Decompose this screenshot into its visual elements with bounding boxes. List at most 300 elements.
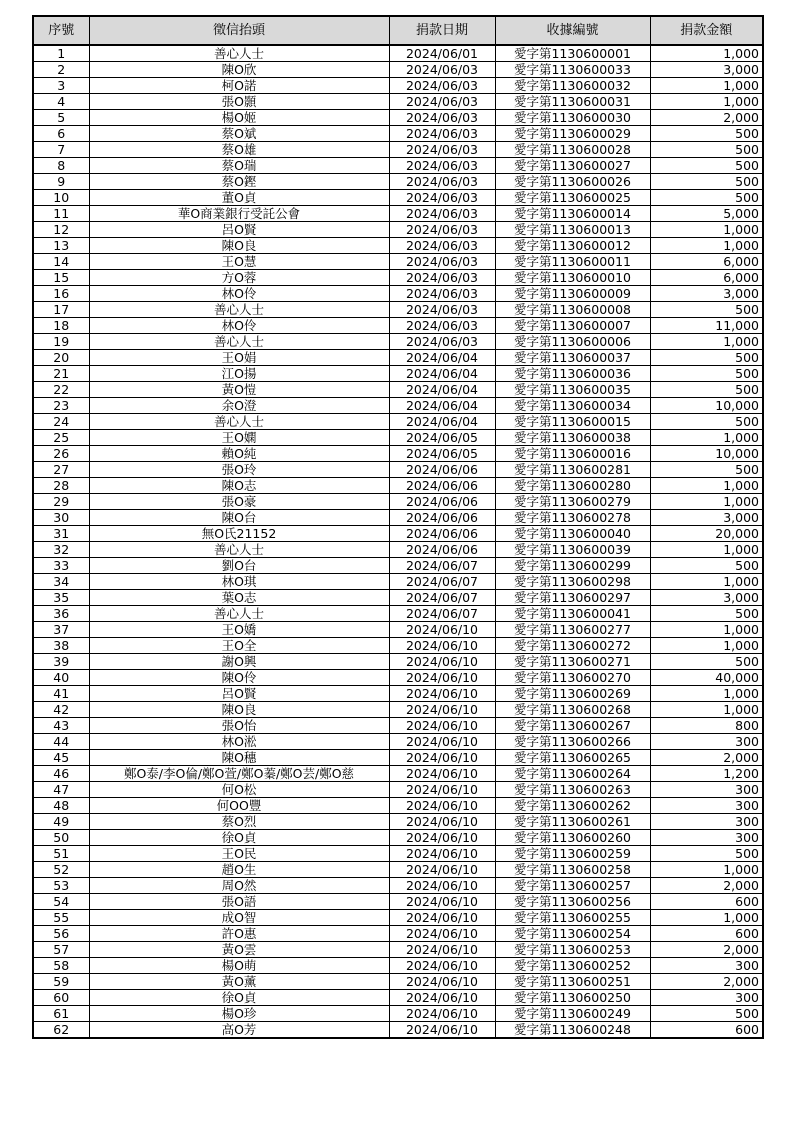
donor-title-cell: 林O伶 (89, 318, 389, 334)
amount-cell: 500 (650, 190, 763, 206)
table-row (33, 958, 763, 974)
receipt-number-cell: 愛字第1130600008 (495, 302, 650, 318)
donor-title-cell: 鄭O泰/李O倫/鄭O萱/鄭O蓁/鄭O芸/鄭O慈 (89, 766, 389, 782)
receipt-number-cell: 愛字第1130600025 (495, 190, 650, 206)
amount-cell: 300 (650, 782, 763, 798)
table-row (33, 222, 763, 238)
donation-date-cell: 2024/06/10 (389, 974, 495, 990)
amount-cell: 1,000 (650, 494, 763, 510)
amount-cell: 1,000 (650, 94, 763, 110)
amount-cell: 500 (650, 846, 763, 862)
receipt-number-cell: 愛字第1130600280 (495, 478, 650, 494)
donor-title-cell: 蔡O雄 (89, 142, 389, 158)
serial-cell: 6 (33, 126, 89, 142)
amount-cell: 300 (650, 830, 763, 846)
serial-cell: 39 (33, 654, 89, 670)
table-row (33, 334, 763, 350)
donor-title-cell: 張O顥 (89, 94, 389, 110)
table-row (33, 366, 763, 382)
amount-cell: 2,000 (650, 974, 763, 990)
table-row (33, 974, 763, 990)
donation-date-cell: 2024/06/01 (389, 45, 495, 62)
donor-title-cell: 陳O欣 (89, 62, 389, 78)
table-row (33, 878, 763, 894)
table-row (33, 558, 763, 574)
table-row (33, 702, 763, 718)
donor-title-cell: 周O然 (89, 878, 389, 894)
table-row (33, 350, 763, 366)
table-row (33, 382, 763, 398)
amount-cell: 1,000 (650, 478, 763, 494)
donation-date-cell: 2024/06/03 (389, 78, 495, 94)
amount-cell: 500 (650, 1006, 763, 1022)
serial-cell: 5 (33, 110, 89, 126)
donation-date-cell: 2024/06/06 (389, 494, 495, 510)
receipt-number-cell: 愛字第1130600013 (495, 222, 650, 238)
donor-title-cell: 方O蓉 (89, 270, 389, 286)
receipt-number-cell: 愛字第1130600028 (495, 142, 650, 158)
table-row (33, 590, 763, 606)
serial-cell: 2 (33, 62, 89, 78)
serial-cell: 12 (33, 222, 89, 238)
donor-title-cell: 呂O賢 (89, 686, 389, 702)
amount-cell: 11,000 (650, 318, 763, 334)
serial-cell: 61 (33, 1006, 89, 1022)
table-row (33, 846, 763, 862)
serial-cell: 7 (33, 142, 89, 158)
amount-cell: 1,000 (650, 222, 763, 238)
receipt-number-cell: 愛字第1130600032 (495, 78, 650, 94)
table-row (33, 574, 763, 590)
donor-title-cell: 柯O諾 (89, 78, 389, 94)
serial-cell: 26 (33, 446, 89, 462)
receipt-number-cell: 愛字第1130600259 (495, 846, 650, 862)
amount-cell: 500 (650, 302, 763, 318)
donation-date-cell: 2024/06/03 (389, 62, 495, 78)
serial-cell: 36 (33, 606, 89, 622)
serial-cell: 4 (33, 94, 89, 110)
table-row (33, 510, 763, 526)
amount-cell: 2,000 (650, 750, 763, 766)
amount-cell: 500 (650, 142, 763, 158)
donor-title-cell: 善心人士 (89, 606, 389, 622)
amount-cell: 2,000 (650, 878, 763, 894)
amount-cell: 10,000 (650, 446, 763, 462)
donation-date-cell: 2024/06/03 (389, 286, 495, 302)
receipt-number-cell: 愛字第1130600264 (495, 766, 650, 782)
donation-date-cell: 2024/06/07 (389, 590, 495, 606)
amount-cell: 300 (650, 990, 763, 1006)
donation-date-cell: 2024/06/10 (389, 958, 495, 974)
serial-cell: 23 (33, 398, 89, 414)
serial-cell: 57 (33, 942, 89, 958)
donor-title-cell: 陳O伶 (89, 670, 389, 686)
table-row (33, 814, 763, 830)
amount-cell: 500 (650, 414, 763, 430)
donation-date-cell: 2024/06/03 (389, 126, 495, 142)
table-row (33, 670, 763, 686)
receipt-number-cell: 愛字第1130600248 (495, 1022, 650, 1039)
amount-cell: 3,000 (650, 62, 763, 78)
table-row (33, 462, 763, 478)
receipt-number-cell: 愛字第1130600249 (495, 1006, 650, 1022)
serial-cell: 31 (33, 526, 89, 542)
receipt-number-cell: 愛字第1130600006 (495, 334, 650, 350)
amount-cell: 40,000 (650, 670, 763, 686)
amount-cell: 1,000 (650, 910, 763, 926)
amount-cell: 300 (650, 814, 763, 830)
amount-cell: 500 (650, 462, 763, 478)
table-row (33, 270, 763, 286)
table-row (33, 734, 763, 750)
receipt-number-cell: 愛字第1130600016 (495, 446, 650, 462)
donor-title-cell: 余O澄 (89, 398, 389, 414)
donation-date-cell: 2024/06/03 (389, 238, 495, 254)
table-row (33, 622, 763, 638)
donor-title-cell: 善心人士 (89, 334, 389, 350)
donor-title-cell: 無O氏21152 (89, 526, 389, 542)
donation-date-cell: 2024/06/10 (389, 638, 495, 654)
receipt-number-cell: 愛字第1130600270 (495, 670, 650, 686)
donor-title-cell: 楊O珍 (89, 1006, 389, 1022)
amount-cell: 500 (650, 126, 763, 142)
donor-title-cell: 黃O薰 (89, 974, 389, 990)
donor-title-cell: 黃O雲 (89, 942, 389, 958)
serial-cell: 43 (33, 718, 89, 734)
donation-date-cell: 2024/06/07 (389, 574, 495, 590)
donation-date-cell: 2024/06/05 (389, 430, 495, 446)
receipt-number-cell: 愛字第1130600269 (495, 686, 650, 702)
donor-title-cell: 賴O純 (89, 446, 389, 462)
serial-cell: 9 (33, 174, 89, 190)
amount-cell: 600 (650, 1022, 763, 1039)
serial-cell: 19 (33, 334, 89, 350)
donation-date-cell: 2024/06/06 (389, 510, 495, 526)
serial-cell: 38 (33, 638, 89, 654)
donor-title-cell: 江O揚 (89, 366, 389, 382)
table-body (33, 45, 763, 1038)
receipt-number-cell: 愛字第1130600001 (495, 45, 650, 62)
donation-date-cell: 2024/06/10 (389, 1022, 495, 1039)
donor-title-cell: 何O松 (89, 782, 389, 798)
serial-cell: 35 (33, 590, 89, 606)
donor-title-cell: 張O語 (89, 894, 389, 910)
amount-cell: 6,000 (650, 270, 763, 286)
serial-cell: 48 (33, 798, 89, 814)
table-row (33, 638, 763, 654)
donation-date-cell: 2024/06/04 (389, 350, 495, 366)
amount-cell: 500 (650, 174, 763, 190)
donation-date-cell: 2024/06/10 (389, 878, 495, 894)
receipt-number-cell: 愛字第1130600030 (495, 110, 650, 126)
receipt-number-cell: 愛字第1130600267 (495, 718, 650, 734)
donation-date-cell: 2024/06/03 (389, 222, 495, 238)
donor-title-cell: 成O智 (89, 910, 389, 926)
serial-cell: 20 (33, 350, 89, 366)
donor-title-cell: 王O全 (89, 638, 389, 654)
donor-title-cell: 陳O台 (89, 510, 389, 526)
amount-cell: 6,000 (650, 254, 763, 270)
serial-cell: 10 (33, 190, 89, 206)
serial-cell: 8 (33, 158, 89, 174)
donor-title-cell: 謝O興 (89, 654, 389, 670)
donor-title-cell: 呂O賢 (89, 222, 389, 238)
receipt-number-cell: 愛字第1130600011 (495, 254, 650, 270)
receipt-number-cell: 愛字第1130600251 (495, 974, 650, 990)
table-row (33, 414, 763, 430)
serial-cell: 40 (33, 670, 89, 686)
amount-cell: 600 (650, 894, 763, 910)
donation-date-cell: 2024/06/03 (389, 174, 495, 190)
donor-title-cell: 王O民 (89, 846, 389, 862)
donor-title-cell: 張O怡 (89, 718, 389, 734)
donor-title-cell: 林O淞 (89, 734, 389, 750)
amount-cell: 300 (650, 734, 763, 750)
amount-cell: 500 (650, 350, 763, 366)
donation-date-cell: 2024/06/03 (389, 206, 495, 222)
table-row (33, 174, 763, 190)
amount-cell: 2,000 (650, 110, 763, 126)
donor-title-cell: 張O豪 (89, 494, 389, 510)
serial-cell: 54 (33, 894, 89, 910)
receipt-number-cell: 愛字第1130600039 (495, 542, 650, 558)
amount-cell: 1,000 (650, 45, 763, 62)
receipt-number-cell: 愛字第1130600031 (495, 94, 650, 110)
donor-title-cell: 趙O生 (89, 862, 389, 878)
receipt-number-cell: 愛字第1130600026 (495, 174, 650, 190)
donor-title-cell: 蔡O斌 (89, 126, 389, 142)
table-row (33, 254, 763, 270)
serial-cell: 13 (33, 238, 89, 254)
serial-cell: 18 (33, 318, 89, 334)
amount-cell: 5,000 (650, 206, 763, 222)
serial-cell: 53 (33, 878, 89, 894)
donor-title-cell: 何OO豐 (89, 798, 389, 814)
receipt-number-cell: 愛字第1130600266 (495, 734, 650, 750)
amount-cell: 1,000 (650, 238, 763, 254)
table-row (33, 862, 763, 878)
donor-title-cell: 許O惠 (89, 926, 389, 942)
table-row (33, 526, 763, 542)
donation-date-cell: 2024/06/03 (389, 142, 495, 158)
serial-cell: 11 (33, 206, 89, 222)
amount-cell: 1,000 (650, 622, 763, 638)
amount-cell: 1,000 (650, 542, 763, 558)
serial-cell: 17 (33, 302, 89, 318)
donor-title-cell: 蔡O瑞 (89, 158, 389, 174)
amount-cell: 800 (650, 718, 763, 734)
serial-cell: 3 (33, 78, 89, 94)
donation-date-cell: 2024/06/06 (389, 542, 495, 558)
table-row (33, 830, 763, 846)
donor-title-cell: 徐O貞 (89, 990, 389, 1006)
serial-cell: 62 (33, 1022, 89, 1039)
header-receipt-number: 收據編號 (495, 16, 650, 45)
amount-cell: 500 (650, 654, 763, 670)
table-row (33, 766, 763, 782)
donation-date-cell: 2024/06/10 (389, 670, 495, 686)
donor-title-cell: 王O嬌 (89, 622, 389, 638)
donation-date-cell: 2024/06/10 (389, 702, 495, 718)
receipt-number-cell: 愛字第1130600012 (495, 238, 650, 254)
receipt-number-cell: 愛字第1130600278 (495, 510, 650, 526)
donation-date-cell: 2024/06/10 (389, 622, 495, 638)
receipt-number-cell: 愛字第1130600271 (495, 654, 650, 670)
table-row (33, 142, 763, 158)
serial-cell: 29 (33, 494, 89, 510)
receipt-number-cell: 愛字第1130600279 (495, 494, 650, 510)
table-row (33, 542, 763, 558)
amount-cell: 1,000 (650, 702, 763, 718)
donation-sheet (32, 15, 762, 1039)
receipt-number-cell: 愛字第1130600253 (495, 942, 650, 958)
donation-date-cell: 2024/06/10 (389, 830, 495, 846)
table-row (33, 238, 763, 254)
donor-title-cell: 董O貞 (89, 190, 389, 206)
table-row (33, 45, 763, 62)
serial-cell: 60 (33, 990, 89, 1006)
receipt-number-cell: 愛字第1130600277 (495, 622, 650, 638)
table-row (33, 302, 763, 318)
donor-title-cell: 華O商業銀行受託公會 (89, 206, 389, 222)
serial-cell: 42 (33, 702, 89, 718)
receipt-number-cell: 愛字第1130600261 (495, 814, 650, 830)
table-row (33, 110, 763, 126)
donation-date-cell: 2024/06/03 (389, 318, 495, 334)
donation-date-cell: 2024/06/03 (389, 158, 495, 174)
donor-title-cell: 劉O台 (89, 558, 389, 574)
receipt-number-cell: 愛字第1130600038 (495, 430, 650, 446)
receipt-number-cell: 愛字第1130600250 (495, 990, 650, 1006)
serial-cell: 15 (33, 270, 89, 286)
serial-cell: 51 (33, 846, 89, 862)
header-serial: 序號 (33, 16, 89, 45)
receipt-number-cell: 愛字第1130600027 (495, 158, 650, 174)
table-row (33, 62, 763, 78)
serial-cell: 24 (33, 414, 89, 430)
donation-date-cell: 2024/06/10 (389, 654, 495, 670)
serial-cell: 52 (33, 862, 89, 878)
table-row (33, 494, 763, 510)
serial-cell: 47 (33, 782, 89, 798)
receipt-number-cell: 愛字第1130600014 (495, 206, 650, 222)
donor-title-cell: 王O娟 (89, 350, 389, 366)
amount-cell: 10,000 (650, 398, 763, 414)
header-donation-date: 捐款日期 (389, 16, 495, 45)
receipt-number-cell: 愛字第1130600254 (495, 926, 650, 942)
donation-date-cell: 2024/06/04 (389, 382, 495, 398)
donor-title-cell: 善心人士 (89, 302, 389, 318)
receipt-number-cell: 愛字第1130600268 (495, 702, 650, 718)
receipt-number-cell: 愛字第1130600252 (495, 958, 650, 974)
amount-cell: 1,000 (650, 686, 763, 702)
donor-title-cell: 蔡O烈 (89, 814, 389, 830)
serial-cell: 30 (33, 510, 89, 526)
amount-cell: 1,000 (650, 574, 763, 590)
receipt-number-cell: 愛字第1130600257 (495, 878, 650, 894)
donation-date-cell: 2024/06/03 (389, 110, 495, 126)
receipt-number-cell: 愛字第1130600263 (495, 782, 650, 798)
donor-title-cell: 黃O愷 (89, 382, 389, 398)
table-row (33, 126, 763, 142)
amount-cell: 500 (650, 382, 763, 398)
donation-date-cell: 2024/06/10 (389, 926, 495, 942)
donation-date-cell: 2024/06/03 (389, 254, 495, 270)
donation-date-cell: 2024/06/10 (389, 766, 495, 782)
donation-date-cell: 2024/06/10 (389, 798, 495, 814)
serial-cell: 56 (33, 926, 89, 942)
donation-date-cell: 2024/06/10 (389, 942, 495, 958)
serial-cell: 21 (33, 366, 89, 382)
amount-cell: 1,000 (650, 862, 763, 878)
table-row (33, 286, 763, 302)
table-row (33, 430, 763, 446)
donation-date-cell: 2024/06/10 (389, 894, 495, 910)
serial-cell: 16 (33, 286, 89, 302)
donor-title-cell: 張O玲 (89, 462, 389, 478)
donation-date-cell: 2024/06/06 (389, 526, 495, 542)
receipt-number-cell: 愛字第1130600298 (495, 574, 650, 590)
table-row (33, 190, 763, 206)
donation-date-cell: 2024/06/04 (389, 366, 495, 382)
receipt-number-cell: 愛字第1130600297 (495, 590, 650, 606)
serial-cell: 41 (33, 686, 89, 702)
amount-cell: 600 (650, 926, 763, 942)
serial-cell: 25 (33, 430, 89, 446)
donor-title-cell: 楊O萌 (89, 958, 389, 974)
serial-cell: 44 (33, 734, 89, 750)
serial-cell: 33 (33, 558, 89, 574)
donation-date-cell: 2024/06/03 (389, 334, 495, 350)
receipt-number-cell: 愛字第1130600265 (495, 750, 650, 766)
donor-title-cell: 林O伶 (89, 286, 389, 302)
amount-cell: 3,000 (650, 286, 763, 302)
amount-cell: 500 (650, 366, 763, 382)
amount-cell: 1,000 (650, 638, 763, 654)
serial-cell: 50 (33, 830, 89, 846)
header-row (33, 16, 763, 45)
serial-cell: 37 (33, 622, 89, 638)
donor-title-cell: 善心人士 (89, 542, 389, 558)
donation-date-cell: 2024/06/07 (389, 558, 495, 574)
donation-date-cell: 2024/06/10 (389, 782, 495, 798)
serial-cell: 55 (33, 910, 89, 926)
table-row (33, 78, 763, 94)
table-row (33, 990, 763, 1006)
receipt-number-cell: 愛字第1130600015 (495, 414, 650, 430)
table-row (33, 206, 763, 222)
table-row (33, 398, 763, 414)
donation-date-cell: 2024/06/10 (389, 686, 495, 702)
receipt-number-cell: 愛字第1130600035 (495, 382, 650, 398)
amount-cell: 3,000 (650, 510, 763, 526)
receipt-number-cell: 愛字第1130600299 (495, 558, 650, 574)
receipt-number-cell: 愛字第1130600009 (495, 286, 650, 302)
donation-date-cell: 2024/06/10 (389, 734, 495, 750)
donation-date-cell: 2024/06/10 (389, 990, 495, 1006)
donation-date-cell: 2024/06/10 (389, 910, 495, 926)
donor-title-cell: 徐O貞 (89, 830, 389, 846)
donor-title-cell: 陳O志 (89, 478, 389, 494)
donation-date-cell: 2024/06/06 (389, 462, 495, 478)
donation-date-cell: 2024/06/10 (389, 718, 495, 734)
donor-title-cell: 高O芳 (89, 1022, 389, 1039)
donation-date-cell: 2024/06/06 (389, 478, 495, 494)
amount-cell: 500 (650, 158, 763, 174)
table-row (33, 318, 763, 334)
table-row (33, 782, 763, 798)
donation-table (32, 15, 764, 1039)
